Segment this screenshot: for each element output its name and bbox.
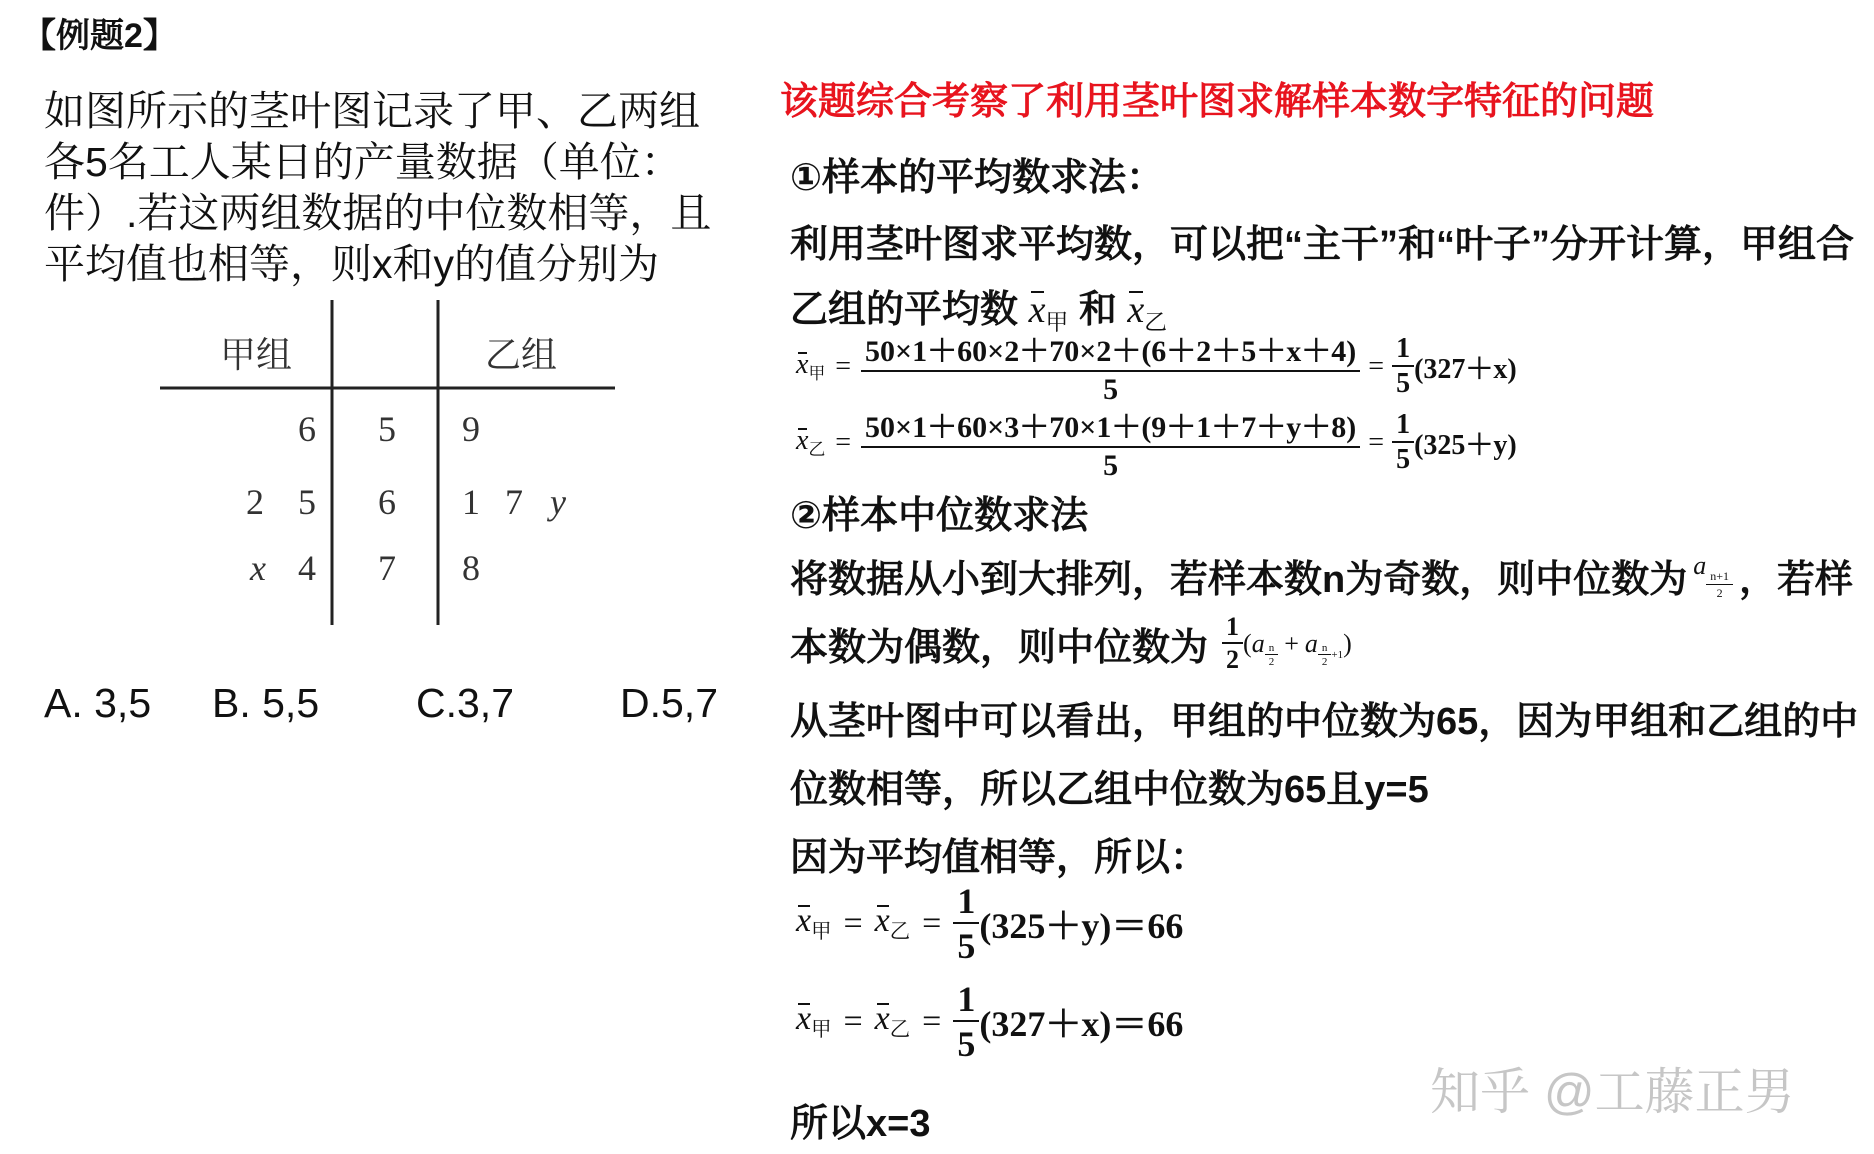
- choice-a: A. 3,5: [44, 680, 152, 726]
- subscript-fraction: [1318, 642, 1332, 668]
- left-leaf: 4: [298, 548, 316, 588]
- example-title: 【例题2】: [22, 17, 177, 55]
- mean-symbol-b: $x_乙$: [874, 902, 911, 944]
- mean-symbol-a: $x_甲$: [1028, 289, 1069, 335]
- question-line-3: 件）.若这两组数据的中位数相等，且: [44, 190, 712, 236]
- fraction-denominator: 5: [1103, 373, 1119, 406]
- stem-value: 5: [378, 409, 396, 449]
- subscript-fraction: [1706, 569, 1733, 601]
- fraction-one-fifth: [1392, 409, 1414, 476]
- right-leaf: 8: [462, 548, 480, 588]
- fraction-numerator: 1: [953, 978, 979, 1022]
- median-text-3: 从茎叶图中可以看出，甲组的中位数为65，因为甲组和乙组的中: [790, 701, 1859, 743]
- stem-value: 6: [378, 482, 396, 522]
- fraction-one-fifth: [953, 978, 979, 1065]
- right-leaf-y: y: [550, 482, 566, 522]
- mean-text-2-label: 乙组的平均数: [790, 289, 1019, 331]
- zhihu-watermark: 知乎 @工藤正男: [1430, 1064, 1795, 1120]
- fraction-numerator: 1: [1222, 612, 1243, 644]
- left-leaf: 5: [298, 482, 316, 522]
- fraction-numerator: n: [1265, 642, 1279, 655]
- fraction-denominator: 2: [1226, 645, 1240, 674]
- mean-symbol-b: $x_乙$: [1127, 289, 1168, 335]
- mean-symbol-b: $x_乙$: [874, 1000, 911, 1042]
- equals-sign: =: [843, 1002, 863, 1040]
- fraction-denominator: 5: [957, 926, 976, 966]
- mean-symbol-a: $x_甲$: [796, 1000, 832, 1042]
- median-text-1-label: 将数据从小到大排列，若样本数n为奇数，则中位数为: [790, 559, 1688, 601]
- fraction-one-fifth: [953, 880, 979, 967]
- left-leaf: 2: [246, 482, 264, 522]
- choice-c: C.3,7: [416, 680, 514, 726]
- mean-text-1: 利用茎叶图求平均数，可以把“主干”和“叶子”分开计算，甲组合: [790, 224, 1855, 266]
- median-even-formula: [1222, 612, 1352, 675]
- fraction-denominator: 2: [1321, 655, 1328, 668]
- right-group-header: 乙组: [485, 335, 558, 375]
- fraction-denominator: 2: [1716, 585, 1723, 600]
- and-word: 和: [1078, 289, 1117, 331]
- fraction-denominator: 2: [1268, 655, 1275, 668]
- equals-sign: =: [1368, 350, 1385, 382]
- fraction-half: [1222, 612, 1243, 675]
- result-equation-1: [796, 880, 1183, 967]
- result-equation-2: [796, 978, 1183, 1065]
- symbol-a: a: [1304, 628, 1318, 658]
- question-line-4: 平均值也相等，则x和y的值分别为: [44, 241, 659, 287]
- fraction-numerator: 50×1＋60×2＋70×2＋(6＋2＋5＋x＋4): [861, 326, 1360, 372]
- median-heading: ②样本中位数求法: [790, 495, 1089, 537]
- formula-mean-a: [796, 326, 1517, 407]
- left-group-header: 甲组: [220, 335, 293, 375]
- question-line-1: 如图所示的茎叶图记录了甲、乙两组: [44, 88, 700, 134]
- equals-sign: =: [843, 904, 863, 942]
- equals-sign: =: [922, 904, 942, 942]
- fraction-denominator: 5: [1103, 449, 1119, 482]
- formula-rhs: (325＋y): [1414, 429, 1517, 461]
- fraction-numerator: 1: [953, 880, 979, 924]
- fraction: [861, 402, 1360, 483]
- formula-rhs: (327＋x): [1414, 353, 1517, 385]
- left-leaf: 6: [298, 409, 316, 449]
- result-rhs: (325＋y)＝66: [979, 906, 1184, 946]
- median-text-1-tail: ，若样: [1739, 559, 1854, 601]
- median-odd-formula: [1693, 551, 1733, 601]
- median-text-2-label: 本数为偶数，则中位数为: [790, 627, 1209, 669]
- fraction-one-fifth: [1392, 333, 1414, 400]
- median-text-4: 位数相等，所以乙组中位数为65且y=5: [790, 769, 1429, 811]
- choice-d: D.5,7: [620, 680, 718, 726]
- conclusion: 所以x=3: [790, 1103, 931, 1145]
- result-rhs: (327＋x)＝66: [979, 1004, 1184, 1044]
- fraction-denominator: 5: [1396, 368, 1411, 399]
- formula-mean-b: [796, 402, 1517, 483]
- fraction-denominator: 5: [957, 1024, 976, 1064]
- fraction-numerator: n: [1318, 642, 1332, 655]
- stem-value: 7: [378, 548, 396, 588]
- average-heading: 因为平均值相等，所以：: [790, 837, 1209, 879]
- symbol-a: a: [1693, 550, 1707, 580]
- median-text-2: [790, 612, 1352, 675]
- question-line-2: 各5名工人某日的产量数据（单位：: [44, 139, 682, 185]
- right-leaf: 7: [505, 482, 523, 522]
- mean-symbol-a: $x_甲$: [796, 902, 832, 944]
- left-leaf-x: x: [250, 548, 266, 588]
- paren-open: (: [1243, 628, 1252, 658]
- fraction-denominator: 5: [1396, 444, 1411, 475]
- fraction-numerator: 1: [1392, 409, 1414, 443]
- symbol-a: a: [1251, 628, 1265, 658]
- fraction-numerator: 50×1＋60×3＋70×1＋(9＋1＋7＋y＋8): [861, 402, 1360, 448]
- mean-symbol-b: $x_乙$: [796, 425, 826, 459]
- right-leaf: 1: [462, 482, 480, 522]
- plus-sign: +: [1284, 628, 1299, 658]
- choice-b: B. 5,5: [212, 680, 320, 726]
- paren-close: ): [1343, 628, 1352, 658]
- subscript-plus-one: +1: [1331, 648, 1344, 661]
- fraction-numerator: n+1: [1706, 569, 1733, 585]
- fraction-numerator: 1: [1392, 333, 1414, 367]
- equals-sign: =: [1368, 426, 1385, 458]
- equals-sign: =: [835, 350, 852, 382]
- mean-symbol-a: $x_甲$: [796, 349, 826, 383]
- right-leaf: 9: [462, 409, 480, 449]
- summary-heading: 该题综合考察了利用茎叶图求解样本数字特征的问题: [780, 81, 1655, 123]
- fraction: [861, 326, 1360, 407]
- mean-heading: ①样本的平均数求法：: [790, 157, 1165, 199]
- equals-sign: =: [835, 426, 852, 458]
- stem-leaf-plot: [160, 295, 630, 635]
- equals-sign: =: [922, 1002, 942, 1040]
- median-text-1: [790, 548, 1853, 603]
- subscript-fraction: [1265, 642, 1279, 668]
